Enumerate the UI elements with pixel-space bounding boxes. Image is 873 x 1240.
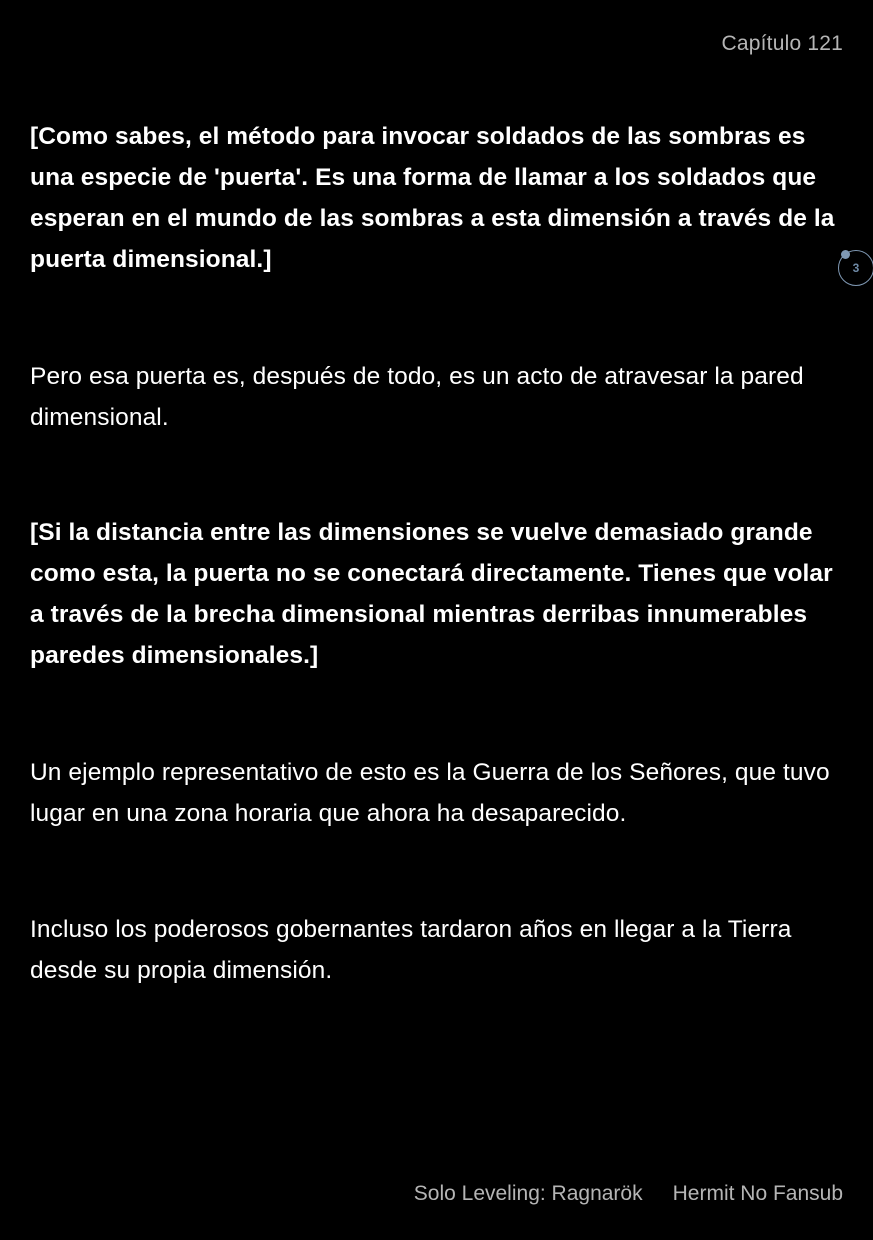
paragraph-4: Un ejemplo representativo de esto es la Guerra de los Señores, que tuvo lugar en una zona horaria que ahora ha desaparecido. (30, 759, 830, 827)
footer (414, 1182, 843, 1206)
translator-name: Hermit No Fansub (672, 1182, 843, 1205)
novel-title: Solo Leveling: Ragnarök (413, 1182, 643, 1205)
paragraph-2: Pero esa puerta es, después de todo, es un acto de atravesar la pared dimensional. (30, 363, 804, 431)
paragraph-3: [Si la distancia entre las dimensiones se vuelve demasiado grande como esta, la puerta no se conectará directamente. Tienes que volar a través de la brecha dimensional mientras derribas innumerables paredes dimensionales.] (30, 519, 833, 669)
comment-count: 3 (852, 261, 860, 275)
chapter-label: Capítulo 121 (721, 32, 843, 55)
paragraph-1: [Como sabes, el método para invocar soldados de las sombras es una especie de 'puerta'. Es una forma de llamar a los soldados que esperan en el mundo de las sombras a esta dimensión a través de la puerta dimensional.] (30, 123, 835, 273)
paragraph-5: Incluso los poderosos gobernantes tardaron años en llegar a la Tierra desde su propia dimensión. (30, 916, 792, 984)
comment-indicator-dot-icon (841, 250, 850, 259)
